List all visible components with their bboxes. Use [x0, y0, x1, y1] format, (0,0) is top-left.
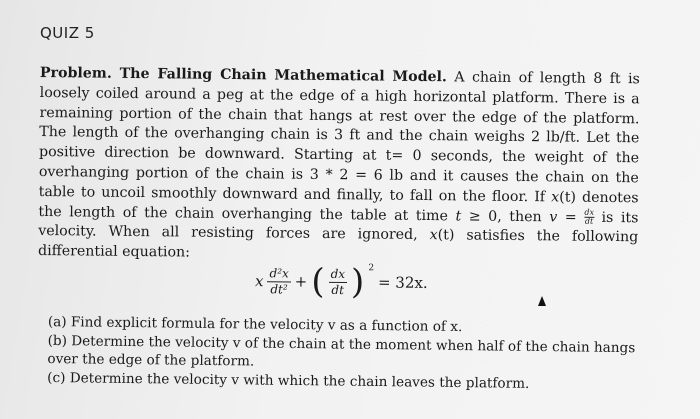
part-a: (a) Find explicit formula for the velocity v as a function of x. — [47, 313, 463, 336]
problem-text-1: A chain of length 8 ft is loosely coiled around a peg at the edge of a high horizontal platform. There is a remaining portion of the chain that hangs at rest over the edge of the platform. The length of the overhanging chain is 3 ft and the chain weighs 2 lb/ft. Let the positive direction be downward. Starting at t= 0 seconds, the weight of the overhanging portion of the chain is 3 * 2 = 6 lb and it causes the chain on the table to uncoil smoothly downward and finally, to fall on the floor. If — [38, 69, 640, 206]
eq-first-derivative — [328, 266, 347, 297]
question-parts — [47, 313, 638, 394]
var-t: t — [455, 207, 462, 224]
eq-right-paren: ) — [350, 262, 365, 303]
part-c: (c) Determine the velocity v with which the chain leaves the platform. — [47, 369, 530, 392]
problem-heading: Problem. The Falling Chain Mathematical Model. — [39, 64, 447, 86]
mouse-cursor-icon — [538, 296, 546, 306]
problem-text-3: ≥ 0, then — [461, 207, 550, 225]
eq-exponent: 2 — [368, 263, 375, 274]
eq-d1-num: dx — [329, 266, 348, 282]
problem-text-6: (t) satisfies the following differential equation: — [37, 227, 639, 261]
velocity-fraction-den: dt — [584, 216, 594, 226]
problem-text-5: is its velocity. When all resisting forces are ignored, — [38, 209, 639, 244]
eq-d1-den: dt — [331, 282, 345, 297]
eq-rhs: = 32x. — [377, 273, 428, 292]
differential-equation — [254, 261, 428, 303]
eq-lhs-var: x — [254, 272, 264, 291]
var-x2: x — [429, 227, 438, 244]
problem-text-2: (t) denotes the length of the chain overhanging the table at time — [38, 189, 639, 224]
eq-plus: + — [294, 272, 308, 291]
velocity-fraction-num: dx — [584, 207, 595, 217]
var-v: v — [549, 208, 558, 226]
quiz-title: QUIZ 5 — [40, 24, 95, 42]
eq-d2-den: dt² — [270, 281, 288, 296]
var-x: x — [551, 189, 560, 206]
problem-statement — [38, 64, 640, 268]
eq-second-derivative — [267, 266, 291, 297]
problem-text-4: = — [557, 209, 585, 226]
eq-d2-num: d²x — [267, 266, 290, 282]
velocity-fraction — [584, 209, 594, 226]
eq-left-paren: ( — [311, 261, 325, 302]
part-b: (b) Determine the velocity v of the chain at the moment when half of the chain hangs over the edge of the platform. — [47, 332, 636, 370]
